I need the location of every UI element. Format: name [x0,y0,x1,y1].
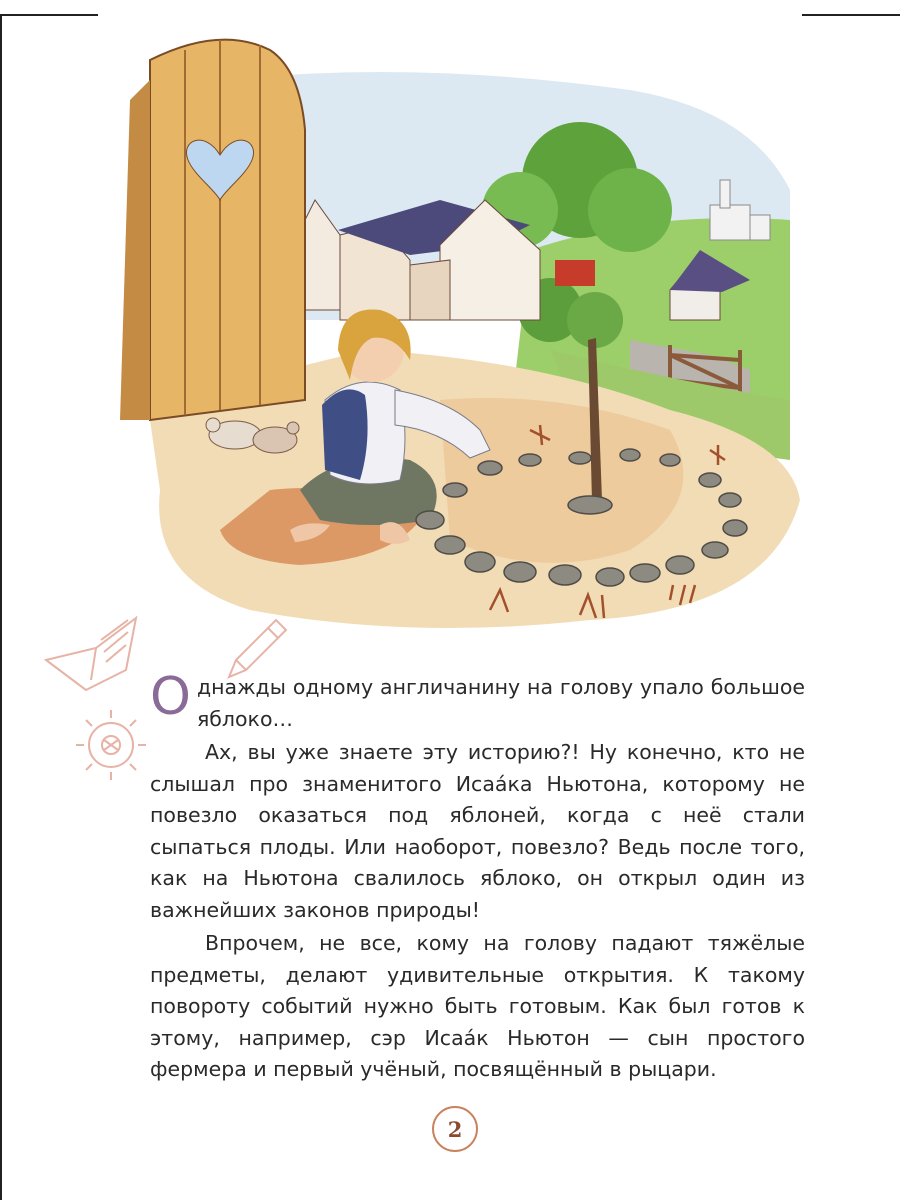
crop-mark-top-left [0,14,98,16]
story-text [150,667,805,1086]
paragraph-1 [150,667,805,735]
paragraph-text: днажды одному англичанину на голову упало большое яблоко… [196,675,805,731]
page-number-circle [432,1106,478,1152]
wooden-door [120,40,305,420]
ground-wash [440,398,683,563]
crop-mark-top-right [802,14,900,16]
illustration-boy-with-stones [110,20,800,640]
open-book-icon [46,618,136,690]
drop-cap: О [150,667,191,727]
paragraph-3: Впрочем, не все, кому на голову падают тяжёлые предметы, делают удивительные открытия. К такому повороту событий нужно быть готовым. Как был готов к этому, например, сэр Исаа́к Ньютон — сын простого фермера и первый учёный, посвящённый в рыцари. [150,931,805,1081]
crop-mark-left-edge [0,14,2,1200]
tree-canopy [588,168,672,252]
gear-icon [76,710,146,780]
paragraph-2: Ах, вы уже знаете эту историю?! Ну конечно, кто не слышал про знаменитого Исаа́ка Ньютона, которому не повезло оказаться под яблоней, когда с неё стали сыпаться плоды. Или наоборот, повезло? Ведь после того, как на Ньютона свалилось яблоко, он открыл один из важнейших законов природы! [150,740,805,922]
pencil-icon [229,620,286,677]
page-number: 2 [447,1116,463,1142]
boy-vest [322,389,368,480]
